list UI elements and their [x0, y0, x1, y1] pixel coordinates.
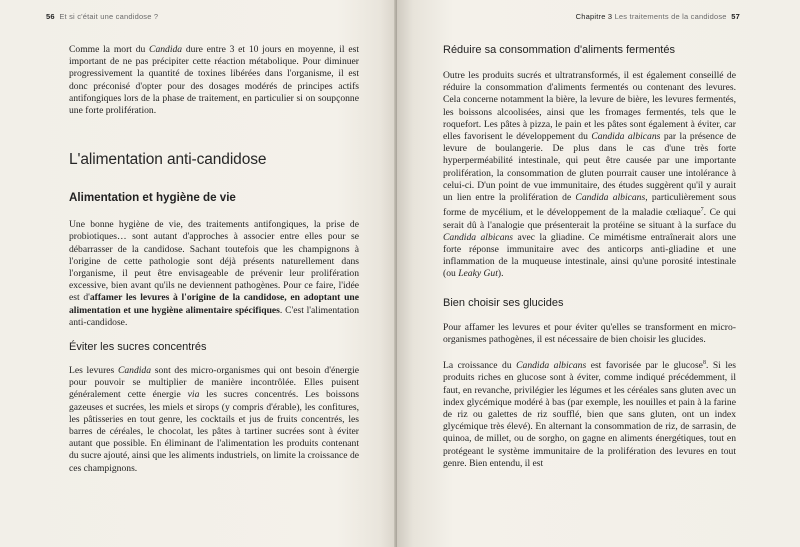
- subsection-title: Alimentation et hygiène de vie: [69, 191, 236, 205]
- right-page-content: [443, 44, 736, 470]
- right-running-title: Les traitements de la candidose: [614, 12, 727, 21]
- paragraph-sugars: Les levures Candida sont des micro-organismes qui ont besoin d'énergie pour pouvoir se multiplier de manière incontrôlée. Elles puisent généralement cette énergie via les sucres concentrés. Les boissons gazeuses et sucrées, les miels et sirops (y compris d'érable), les confitures, les pâtisseries en tout genre, les cocktails et jus de fruits concentrés, les barres de céréales, le chocolat, les pâtes à tartiner sucrées sont à éviter autant que possible. En éliminant de l'alimentation les produits contenant du sucre ajouté, ainsi que les aliments industriels, on limite la croissance de ces champignons.: [69, 365, 359, 474]
- chapter-label: Chapitre 3: [575, 12, 613, 21]
- footnote-ref-8: 8: [702, 360, 706, 367]
- section-title: L'alimentation anti-candidose: [69, 151, 267, 169]
- left-running-head: [46, 12, 158, 21]
- heading-fermented: Réduire sa consommation d'aliments fermentés: [443, 44, 675, 56]
- right-page-number: 57: [731, 12, 740, 21]
- heading-sugars: Éviter les sucres concentrés: [69, 341, 207, 354]
- left-page-number: 56: [46, 12, 55, 21]
- left-page: [0, 0, 396, 547]
- footnote-ref-7: 7: [700, 207, 704, 214]
- paragraph-glucides-2: La croissance du Candida albicans est favorisée par le glucose$^8$. Si les produits riches en glucose sont à éviter, comme indiqué précédemment, il faut, en revanche, privilégier les légumes et les céréales sans gluten avec un index glycémique modéré à bas (par exemple, les nouilles et pain à la farine de riz ou galettes de riz soufflé, bien que sans gluten, ont un index glycémique très élevé). En alternant la consommation de riz, de sarrasin, de quinoa, de millet, ou de sorgho, on gagne en aliments énergétiques, tout en protégeant le système immunitaire de la prolifération des levures en tout genre. Bien entendu, il est: [443, 360, 736, 469]
- paragraph-hygiene: Une bonne hygiène de vie, des traitements antifongiques, la prise de probiotiques… sont autant d'approches à associer entre elles pour se débarrasser de la candidose. Sachant toutefois que les champignons à l'origine de cette pathologie sont déjà présents naturellement dans l'organisme, il peut être envisageable de prévenir leur prolifération excessive, bien avant qu'ils ne deviennent pathogènes. Pour ce faire, l'idée est d'affamer les levures à l'origine de la candidose, en adoptant une alimentation et une hygiène alimentaire spécifiques. C'est l'alimentation anti-candidose.: [69, 219, 359, 328]
- right-running-head: [576, 12, 740, 21]
- left-page-content: [69, 44, 359, 475]
- paragraph-fermented: Outre les produits sucrés et ultratransformés, il est également conseillé de réduire la consommation d'aliments fermentés ou contenant des levures. Cela concerne notamment la bière, la levure de bière, les levures fermentés, les boissons alcoolisées, ainsi que les fromages fermentés, tels que le roquefort. Les pâtes à pizza, le pain et les pâtes sont également à éviter, car elles favorisent le développement du Candida albicans par la présence de levure de boulangerie. De plus dans le cas d'une très forte hyperperméabilité intestinale, qui peut être causée par une importante prolifération, la consommation de gluten pourrait causer une intolérance à celui-ci. D'un point de vue immunitaire, des études suggèrent qu'il y aurait un lien entre la prolifération de Candida albicans, particulièrement sous forme de mycélium, et le développement de la maladie cœliaque$^7$. Ce qui serait dû à l'analogie que présenterait la protéine se situant à la surface du Candida albicans avec la gliadine. Ce mimétisme entraînerait alors une forte réponse immunitaire avec des anticorps anti-gliadine et une inflammation de la muqueuse intestinale, ainsi qu'une porosité intestinale (ou Leaky Gut).: [443, 70, 736, 280]
- heading-glucides: Bien choisir ses glucides: [443, 296, 564, 309]
- left-running-title: Et si c'était une candidose ?: [59, 12, 159, 21]
- paragraph-intro: Comme la mort du Candida dure entre 3 et 10 jours en moyenne, il est important de ne pas précipiter cette réaction métabolique. Pour diminuer progressivement la quantité de toxines libérées dans l'organisme, il est donc préconisé d'opter pour des dosages modérés de principes actifs antifongiques lors de la phase de traitement, en particulier si on soupçonne une forte prolifération.: [69, 44, 359, 117]
- right-page: [397, 0, 800, 547]
- paragraph-glucides-1: Pour affamer les levures et pour éviter qu'elles se transforment en micro-organismes pathogènes, il est nécessaire de bien choisir les glucides.: [443, 321, 736, 345]
